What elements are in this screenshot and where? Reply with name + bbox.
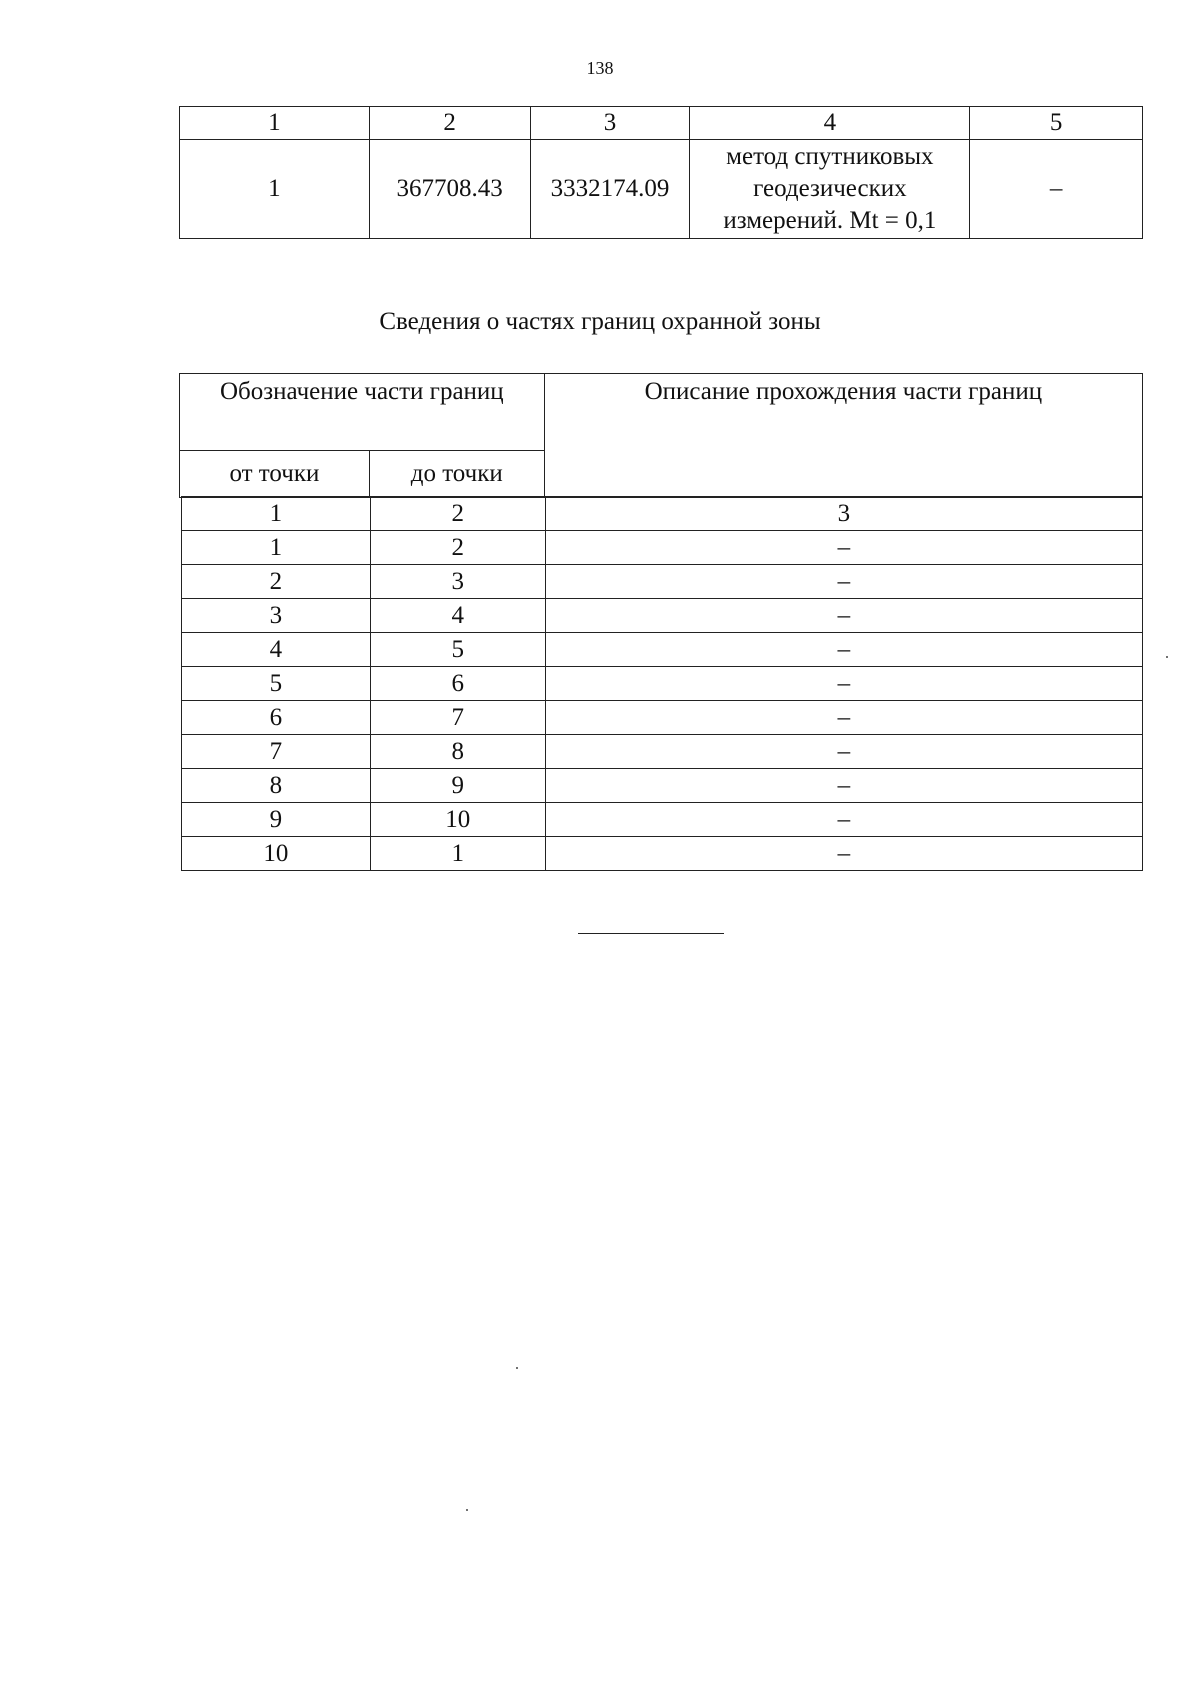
column-5-value: – <box>970 140 1143 239</box>
header-row <box>180 374 1143 451</box>
from-point-header: от точки <box>180 451 370 498</box>
part-description: – <box>545 735 1142 769</box>
table-row <box>182 565 1143 599</box>
method-line: геодезических <box>753 175 907 202</box>
scan-speck <box>1166 656 1168 658</box>
to-point: 5 <box>370 633 545 667</box>
from-point: 1 <box>182 497 371 531</box>
to-point: 1 <box>370 837 545 871</box>
from-point: 6 <box>182 701 371 735</box>
table-row <box>182 497 1143 531</box>
table-row <box>182 701 1143 735</box>
to-point: 9 <box>370 769 545 803</box>
page-number: 138 <box>586 58 614 78</box>
from-point: 8 <box>182 769 371 803</box>
part-description: – <box>545 633 1142 667</box>
description-header: Описание прохождения части границ <box>544 374 1142 498</box>
scan-speck <box>516 1367 518 1369</box>
from-point: 7 <box>182 735 371 769</box>
section-title: Сведения о частях границ охранной зоны <box>379 308 821 335</box>
to-point: 4 <box>370 599 545 633</box>
part-description: – <box>545 599 1142 633</box>
to-point: 7 <box>370 701 545 735</box>
to-point: 8 <box>370 735 545 769</box>
from-point: 10 <box>182 837 371 871</box>
to-point: 6 <box>370 667 545 701</box>
table-row <box>182 667 1143 701</box>
table-row <box>182 531 1143 565</box>
to-point: 2 <box>370 497 545 531</box>
to-point: 3 <box>370 565 545 599</box>
part-description: – <box>545 803 1142 837</box>
to-point-header: до точки <box>369 451 544 498</box>
point-number: 1 <box>180 140 370 239</box>
part-description: – <box>545 701 1142 735</box>
table-row <box>182 735 1143 769</box>
table-row <box>182 837 1143 871</box>
table-row <box>180 140 1143 239</box>
method-line: измерений. Mt = 0,1 <box>723 207 937 234</box>
from-point: 3 <box>182 599 371 633</box>
from-point: 4 <box>182 633 371 667</box>
to-point: 2 <box>370 531 545 565</box>
column-number-5: 5 <box>970 107 1143 140</box>
to-point: 10 <box>370 803 545 837</box>
designation-header: Обозначение части границ <box>180 374 545 451</box>
part-description: – <box>545 837 1142 871</box>
table-row <box>182 633 1143 667</box>
column-number-4: 4 <box>690 107 970 140</box>
determination-method <box>690 140 970 239</box>
from-point: 9 <box>182 803 371 837</box>
from-point: 1 <box>182 531 371 565</box>
table-row <box>182 599 1143 633</box>
column-number-3: 3 <box>530 107 690 140</box>
coordinate-x: 367708.43 <box>369 140 530 239</box>
part-description: 3 <box>545 497 1142 531</box>
scan-speck <box>466 1509 468 1511</box>
from-point: 2 <box>182 565 371 599</box>
parts-table-header <box>179 373 1143 498</box>
table-row <box>182 769 1143 803</box>
from-point: 5 <box>182 667 371 701</box>
coordinate-y: 3332174.09 <box>530 140 690 239</box>
coordinates-header-row <box>180 107 1143 140</box>
method-line: метод спутниковых <box>726 143 934 170</box>
end-rule <box>578 933 724 934</box>
part-description: – <box>545 769 1142 803</box>
parts-table-body <box>181 496 1143 871</box>
column-number-1: 1 <box>180 107 370 140</box>
part-description: – <box>545 667 1142 701</box>
coordinates-table <box>179 106 1143 239</box>
part-description: – <box>545 565 1142 599</box>
column-number-2: 2 <box>369 107 530 140</box>
table-row <box>182 803 1143 837</box>
part-description: – <box>545 531 1142 565</box>
